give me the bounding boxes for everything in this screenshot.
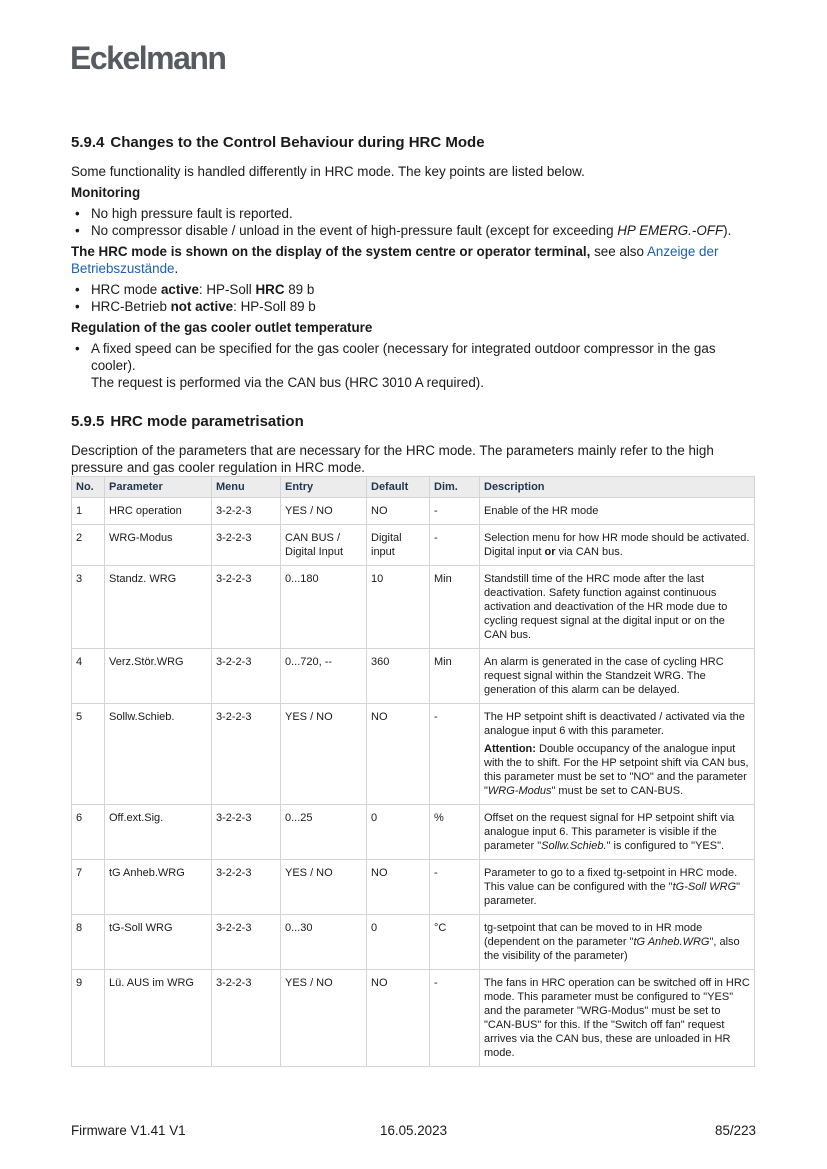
- table-cell: YES / NO: [281, 704, 367, 805]
- table-cell: °C: [430, 915, 480, 970]
- description-paragraph: [484, 710, 750, 738]
- description-paragraph: [484, 811, 750, 853]
- table-cell: 1: [72, 498, 105, 525]
- description-cell: [480, 525, 755, 566]
- table-cell: -: [430, 860, 480, 915]
- text: not active: [170, 299, 234, 314]
- table-cell: 8: [72, 915, 105, 970]
- description-text: tG Anheb.WRG: [633, 936, 710, 948]
- description-paragraph: [484, 531, 750, 559]
- table-cell: 10: [367, 566, 430, 649]
- text: A fixed speed can be specified for the gas cooler (necessary for integrated outdoor compressor in the gas cooler).: [91, 341, 716, 373]
- section-heading-5-9-4: [71, 134, 761, 151]
- hrc-display-list: [71, 281, 761, 315]
- table-cell: Min: [430, 566, 480, 649]
- section-number: 5.9.4: [71, 134, 105, 151]
- text: The HRC mode is shown on the display of the system centre or operator terminal,: [71, 244, 591, 259]
- description-paragraph: [484, 742, 750, 798]
- description-paragraph: [484, 976, 750, 1060]
- table-cell: 0: [367, 805, 430, 860]
- text: active: [160, 282, 199, 297]
- table-cell: HRC operation: [105, 498, 212, 525]
- table-cell: tG Anheb.WRG: [105, 860, 212, 915]
- table-cell: 0...180: [281, 566, 367, 649]
- table-cell: Off.ext.Sig.: [105, 805, 212, 860]
- description-cell: [480, 805, 755, 860]
- intro-text: Some functionality is handled differently in HRC mode. The key points are listed below.: [71, 164, 585, 179]
- table-cell: tG-Soll WRG: [105, 915, 212, 970]
- table-cell: NO: [367, 704, 430, 805]
- description-cell: [480, 970, 755, 1067]
- table-cell: CAN BUS / Digital Input: [281, 525, 367, 566]
- description-text: " is configured to "YES".: [606, 840, 725, 852]
- text: : HP-Soll: [198, 282, 256, 297]
- table-cell: 9: [72, 970, 105, 1067]
- table-cell: Lü. AUS im WRG: [105, 970, 212, 1067]
- table-cell: Standz. WRG: [105, 566, 212, 649]
- text: 89 b: [284, 282, 315, 297]
- table-row: [72, 970, 755, 1067]
- table-row: [72, 566, 755, 649]
- table-cell: -: [430, 970, 480, 1067]
- table-cell: 3: [72, 566, 105, 649]
- table-cell: -: [430, 525, 480, 566]
- column-header: Default: [367, 477, 430, 498]
- table-cell: 7: [72, 860, 105, 915]
- table-header-row: [72, 477, 755, 498]
- description-text: The fans in HRC operation can be switched off in HRC mode. This parameter must be configured to "YES" and the parameter "WRG-Modus" must be set to "CAN-BUS" for this. If the "Switch off fan" request arrives via the CAN bus, these are unloaded in HR mode.: [484, 977, 750, 1059]
- description-text: Selection menu for how HR mode should be activated. Digital input: [484, 532, 750, 558]
- table-cell: 3-2-2-3: [212, 704, 281, 805]
- table-row: [72, 704, 755, 805]
- table-cell: 3-2-2-3: [212, 970, 281, 1067]
- description-text: WRG-Modus: [487, 785, 552, 797]
- section-title: Changes to the Control Behaviour during HRC Mode: [110, 134, 485, 151]
- table-cell: WRG-Modus: [105, 525, 212, 566]
- document-body: [71, 134, 761, 1067]
- table-cell: 0...30: [281, 915, 367, 970]
- description-cell: [480, 860, 755, 915]
- description-text: Offset on the request signal for HP setpoint shift via analogue input 6. This parameter is visible if the parameter ": [484, 812, 735, 852]
- table-cell: Sollw.Schieb.: [105, 704, 212, 805]
- description-text: Attention:: [484, 743, 536, 755]
- description-text: The HP setpoint shift is deactivated / activated via the analogue input 6 with this parameter.: [484, 711, 745, 737]
- text: see also: [590, 244, 647, 259]
- table-cell: 3-2-2-3: [212, 860, 281, 915]
- description-text: Parameter to go to a fixed tg-setpoint in HRC mode. This value can be configured with the ": [484, 867, 738, 893]
- table-cell: 2: [72, 525, 105, 566]
- table-cell: 4: [72, 649, 105, 704]
- table-cell: 0...25: [281, 805, 367, 860]
- table-cell: NO: [367, 970, 430, 1067]
- table-cell: 3-2-2-3: [212, 915, 281, 970]
- list-item: • No high pressure fault is reported.: [71, 205, 761, 222]
- table-cell: %: [430, 805, 480, 860]
- footer-page-number: 85/223: [715, 1123, 756, 1138]
- gas-cooler-list: [71, 340, 761, 391]
- text: HRC mode: [91, 282, 161, 297]
- table-cell: 3-2-2-3: [212, 649, 281, 704]
- link-anzeige-der-betriebszustaende[interactable]: Anzeige der Betriebszustände: [71, 244, 719, 276]
- description-text: ", also the visibility of the parameter): [484, 936, 740, 962]
- table-cell: 5: [72, 704, 105, 805]
- list-item: [71, 298, 761, 315]
- description-paragraph: [484, 655, 750, 697]
- display-note: [71, 243, 761, 277]
- column-header: Parameter: [105, 477, 212, 498]
- description-paragraph: [484, 572, 750, 642]
- table-cell: 360: [367, 649, 430, 704]
- description-paragraph: [484, 866, 750, 908]
- table-row: [72, 805, 755, 860]
- section-heading-5-9-5: [71, 413, 761, 430]
- eckelmann-logo: Eckelmann: [70, 40, 226, 76]
- table-cell: YES / NO: [281, 860, 367, 915]
- column-header: Menu: [212, 477, 281, 498]
- table-cell: NO: [367, 860, 430, 915]
- text: HP EMERG.-OFF: [617, 223, 724, 238]
- description-text: Standstill time of the HRC mode after the last deactivation. Safety function against continuous activation and deactivation of the HR mode due to cycling request signal at the digital input or on the CAN bus.: [484, 573, 728, 641]
- table-row: [72, 525, 755, 566]
- table-row: [72, 498, 755, 525]
- monitoring-heading: Monitoring: [71, 185, 141, 200]
- description-cell: [480, 704, 755, 805]
- monitoring-list: [71, 205, 761, 239]
- table-row: [72, 915, 755, 970]
- text: ).: [723, 223, 732, 238]
- text: .: [174, 261, 179, 276]
- section-title: HRC mode parametrisation: [110, 413, 304, 430]
- table-cell: NO: [367, 498, 430, 525]
- description-text: " parameter.: [484, 881, 741, 907]
- description-text: or: [544, 546, 556, 558]
- section-number: 5.9.5: [71, 413, 105, 430]
- description-text: via CAN bus.: [555, 546, 623, 558]
- table-cell: Min: [430, 649, 480, 704]
- text: No compressor disable / unload in the event of high-pressure fault (except for exceeding: [91, 223, 618, 238]
- table-cell: -: [430, 704, 480, 805]
- intro-text: Description of the parameters that are necessary for the HRC mode. The parameters mainly refer to the high pressure and gas cooler regulation in HRC mode.: [71, 443, 714, 475]
- description-cell: [480, 915, 755, 970]
- list-item: [71, 281, 761, 298]
- table-cell: 0: [367, 915, 430, 970]
- description-cell: [480, 566, 755, 649]
- description-text: Double occupancy of the analogue input with the to shift. For the HP setpoint shift via CAN bus, this parameter must be set to "NO" and the parameter ": [484, 743, 749, 797]
- parameter-table: [71, 476, 755, 1067]
- column-header: Dim.: [430, 477, 480, 498]
- footer-date: 16.05.2023: [380, 1123, 448, 1138]
- table-cell: -: [430, 498, 480, 525]
- description-cell: [480, 649, 755, 704]
- description-text: An alarm is generated in the case of cycling HRC request signal within the Standzeit WRG. The generation of this alarm can be delayed.: [484, 656, 724, 696]
- gas-cooler-heading: Regulation of the gas cooler outlet temperature: [71, 320, 373, 335]
- description-text: Enable of the HR mode: [484, 505, 599, 517]
- list-item: [71, 222, 761, 239]
- description-text: Sollw.Schieb.: [541, 840, 607, 852]
- text: : HP-Soll 89 b: [233, 299, 316, 314]
- table-cell: 3-2-2-3: [212, 566, 281, 649]
- description-cell: [480, 498, 755, 525]
- table-cell: Digital input: [367, 525, 430, 566]
- column-header: Entry: [281, 477, 367, 498]
- table-cell: Verz.Stör.WRG: [105, 649, 212, 704]
- footer-firmware: Firmware V1.41 V1: [71, 1123, 186, 1138]
- table-cell: YES / NO: [281, 498, 367, 525]
- table-cell: 3-2-2-3: [212, 498, 281, 525]
- table-cell: 3-2-2-3: [212, 805, 281, 860]
- description-paragraph: [484, 504, 750, 518]
- text: HRC-Betrieb: [91, 299, 171, 314]
- table-cell: YES / NO: [281, 970, 367, 1067]
- description-text: " must be set to CAN-BUS.: [551, 785, 684, 797]
- column-header: No.: [72, 477, 105, 498]
- table-row: [72, 860, 755, 915]
- table-cell: 0...720, --: [281, 649, 367, 704]
- text: HRC: [255, 282, 285, 297]
- description-text: tG-Soll WRG: [672, 881, 737, 893]
- table-row: [72, 649, 755, 704]
- table-cell: 3-2-2-3: [212, 525, 281, 566]
- list-item: [71, 340, 761, 391]
- description-text: tg-setpoint that can be moved to in HR mode (dependent on the parameter ": [484, 922, 703, 948]
- column-header: Description: [480, 477, 755, 498]
- description-paragraph: [484, 921, 750, 963]
- table-cell: 6: [72, 805, 105, 860]
- text: The request is performed via the CAN bus (HRC 3010 A required).: [91, 375, 484, 390]
